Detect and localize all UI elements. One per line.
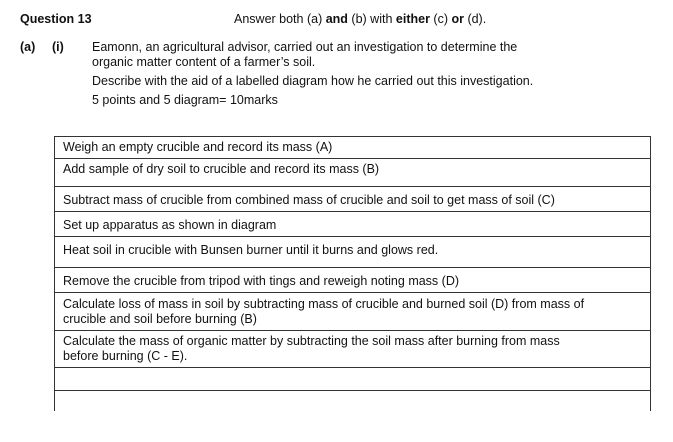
table-row (55, 368, 651, 391)
table-row (55, 187, 651, 212)
instruction-emphasis: or (451, 12, 464, 26)
table-row (55, 331, 651, 368)
answer-step-line: before burning (C - E). (63, 349, 188, 363)
instruction-emphasis: and (325, 12, 348, 26)
part-label: (a) (20, 40, 36, 54)
table-row (55, 391, 651, 412)
answer-step (55, 331, 651, 368)
answer-step (55, 293, 651, 331)
answer-table (54, 136, 651, 411)
table-row (55, 159, 651, 187)
instruction-text: Answer both (a) (234, 12, 326, 26)
empty-answer-row (55, 391, 651, 412)
answer-step: Subtract mass of crucible from combined mass of crucible and soil to get mass of soil (C) (55, 187, 651, 212)
table-row (55, 212, 651, 237)
answer-step: Remove the crucible from tripod with tings and reweigh noting mass (D) (55, 268, 651, 293)
question-text-line: Eamonn, an agricultural advisor, carried out an investigation to determine the (92, 40, 518, 54)
answer-step: Set up apparatus as shown in diagram (55, 212, 651, 237)
question-number: Question 13 (20, 12, 92, 26)
table-row (55, 293, 651, 331)
answer-step: Heat soil in crucible with Bunsen burner until it burns and glows red. (55, 237, 651, 268)
instruction-emphasis: either (395, 12, 430, 26)
answer-step: Add sample of dry soil to crucible and record its mass (B) (55, 159, 651, 187)
empty-answer-row (55, 368, 651, 391)
instruction-text: (d). (463, 12, 487, 26)
answer-step-line: Calculate loss of mass in soil by subtracting mass of crucible and burned soil (D) from mass of (63, 297, 585, 311)
instruction-text: (b) with (347, 12, 396, 26)
answer-step: Weigh an empty crucible and record its mass (A) (55, 137, 651, 159)
question-text-line: organic matter content of a farmer’s soil. (92, 55, 316, 69)
marks-allocation: 5 points and 5 diagram= 10marks (92, 93, 278, 107)
answer-step-line: crucible and soil before burning (B) (63, 312, 257, 326)
subpart-label: (i) (52, 40, 64, 54)
table-row (55, 137, 651, 159)
question-text-line: Describe with the aid of a labelled diagram how he carried out this investigation. (92, 74, 534, 88)
answer-step-line: Calculate the mass of organic matter by subtracting the soil mass after burning from mass (63, 334, 560, 348)
table-row (55, 268, 651, 293)
question-instruction (234, 12, 486, 26)
table-row (55, 237, 651, 268)
instruction-text: (c) (429, 12, 452, 26)
